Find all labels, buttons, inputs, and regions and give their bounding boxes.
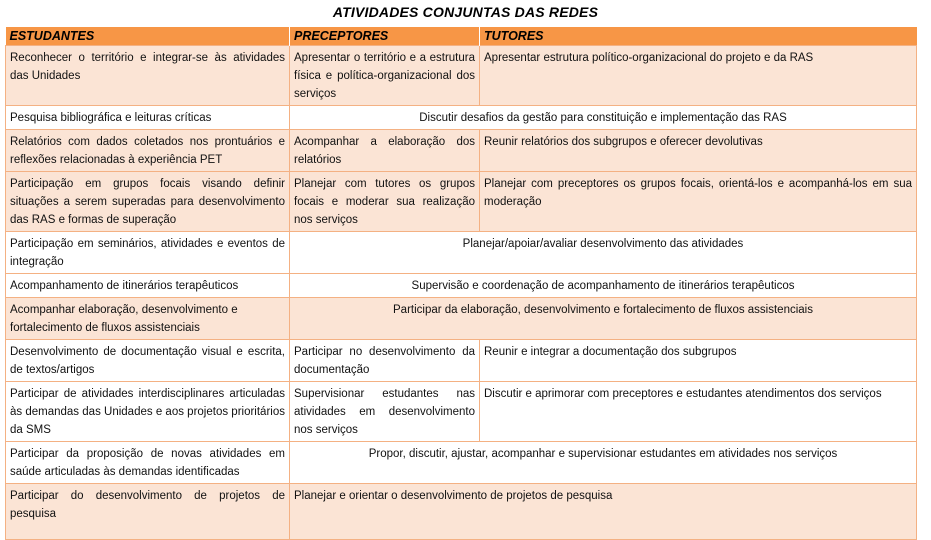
table-row <box>6 298 917 340</box>
cell-preceptores-tutores: Planejar/apoiar/avaliar desenvolvimento das atividades <box>290 232 917 274</box>
cell-preceptores: Apresentar o território e a estrutura física e política-organizacional dos serviços <box>290 46 480 106</box>
cell-tutores: Reunir relatórios dos subgrupos e oferecer devolutivas <box>480 130 917 172</box>
page-title: ATIVIDADES CONJUNTAS DAS REDES <box>332 4 599 20</box>
cell-preceptores-tutores: Supervisão e coordenação de acompanhamento de itinerários terapêuticos <box>290 274 917 298</box>
cell-estudantes: Acompanhamento de itinerários terapêuticos <box>6 274 290 298</box>
cell-estudantes: Desenvolvimento de documentação visual e escrita, de textos/artigos <box>6 340 290 382</box>
table-row <box>6 106 917 130</box>
cell-tutores: Planejar com preceptores os grupos focais, orientá-los e acompanhá-los em sua moderação <box>480 172 917 232</box>
table-row <box>6 340 917 382</box>
table-row <box>6 46 917 106</box>
cell-estudantes: Pesquisa bibliográfica e leituras críticas <box>6 106 290 130</box>
header-preceptores: PRECEPTORES <box>290 27 480 46</box>
cell-estudantes: Relatórios com dados coletados nos prontuários e reflexões relacionadas à experiência PET <box>6 130 290 172</box>
table-row <box>6 274 917 298</box>
cell-estudantes: Reconhecer o território e integrar-se às atividades das Unidades <box>6 46 290 106</box>
table-header-row <box>6 27 917 46</box>
table-row <box>6 382 917 442</box>
table-row <box>6 232 917 274</box>
cell-tutores: Discutir e aprimorar com preceptores e estudantes atendimentos dos serviços <box>480 382 917 442</box>
table-row <box>6 484 917 540</box>
cell-estudantes: Participar da proposição de novas atividades em saúde articuladas às demandas identificadas <box>6 442 290 484</box>
activities-table <box>5 27 917 540</box>
cell-preceptores-tutores: Planejar e orientar o desenvolvimento de projetos de pesquisa <box>290 484 917 540</box>
header-tutores: TUTORES <box>480 27 917 46</box>
cell-tutores: Apresentar estrutura político-organizacional do projeto e da RAS <box>480 46 917 106</box>
cell-tutores: Reunir e integrar a documentação dos subgrupos <box>480 340 917 382</box>
cell-preceptores: Acompanhar a elaboração dos relatórios <box>290 130 480 172</box>
cell-preceptores-tutores: Propor, discutir, ajustar, acompanhar e supervisionar estudantes em atividades nos serviços <box>290 442 917 484</box>
cell-preceptores-tutores: Discutir desafios da gestão para constituição e implementação das RAS <box>290 106 917 130</box>
cell-estudantes: Participação em grupos focais visando definir situações a serem superadas para desenvolvimento das RAS e formas de superação <box>6 172 290 232</box>
cell-preceptores-tutores: Participar da elaboração, desenvolvimento e fortalecimento de fluxos assistenciais <box>290 298 917 340</box>
cell-estudantes: Participar do desenvolvimento de projetos de pesquisa <box>6 484 290 540</box>
table-row <box>6 442 917 484</box>
header-estudantes: ESTUDANTES <box>6 27 290 46</box>
table-row <box>6 172 917 232</box>
cell-preceptores: Planejar com tutores os grupos focais e moderar sua realização nos serviços <box>290 172 480 232</box>
cell-estudantes: Acompanhar elaboração, desenvolvimento e fortalecimento de fluxos assistenciais <box>6 298 290 340</box>
cell-estudantes: Participar de atividades interdisciplinares articuladas às demandas das Unidades e aos projetos prioritários da SMS <box>6 382 290 442</box>
table-row <box>6 130 917 172</box>
cell-preceptores: Supervisionar estudantes nas atividades em desenvolvimento nos serviços <box>290 382 480 442</box>
cell-preceptores: Participar no desenvolvimento da documentação <box>290 340 480 382</box>
cell-estudantes: Participação em seminários, atividades e eventos de integração <box>6 232 290 274</box>
